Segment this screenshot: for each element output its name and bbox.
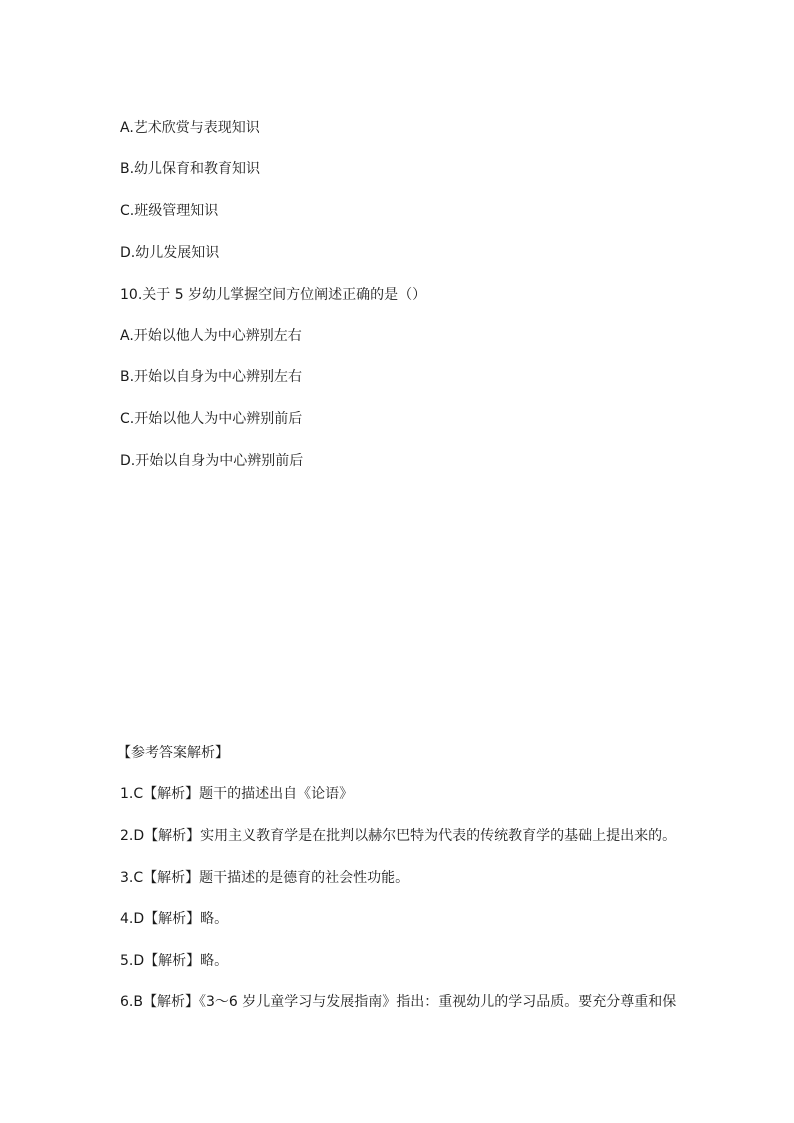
option-9-b: B.幼儿保育和教育知识 (120, 161, 261, 177)
answers-heading: 【参考答案解析】 (117, 745, 229, 761)
option-9-d: D.幼儿发展知识 (120, 245, 220, 261)
option-10-b: B.开始以自身为中心辨别左右 (120, 369, 303, 385)
question-10-stem: 10.关于 5 岁幼儿掌握空间方位阐述正确的是（） (120, 287, 427, 303)
option-10-a: A.开始以他人为中心辨别左右 (120, 328, 302, 344)
answer-item-4: 4.D【解析】略。 (120, 911, 229, 927)
option-10-d: D.开始以自身为中心辨别前后 (120, 453, 304, 469)
answer-item-2: 2.D【解析】实用主义教育学是在批判以赫尔巴特为代表的传统教育学的基础上提出来的。 (120, 828, 677, 844)
option-10-c: C.开始以他人为中心辨别前后 (120, 411, 303, 427)
answer-item-1: 1.C【解析】题干的描述出自《论语》 (120, 786, 354, 802)
option-9-a: A.艺术欣赏与表现知识 (120, 120, 260, 136)
answer-item-3: 3.C【解析】题干描述的是德育的社会性功能。 (120, 870, 410, 886)
option-9-c: C.班级管理知识 (120, 203, 219, 219)
answer-item-5: 5.D【解析】略。 (120, 953, 229, 969)
answer-item-6: 6.B【解析】《3～6 岁儿童学习与发展指南》指出：重视幼儿的学习品质。要充分尊重和保 (120, 994, 677, 1010)
